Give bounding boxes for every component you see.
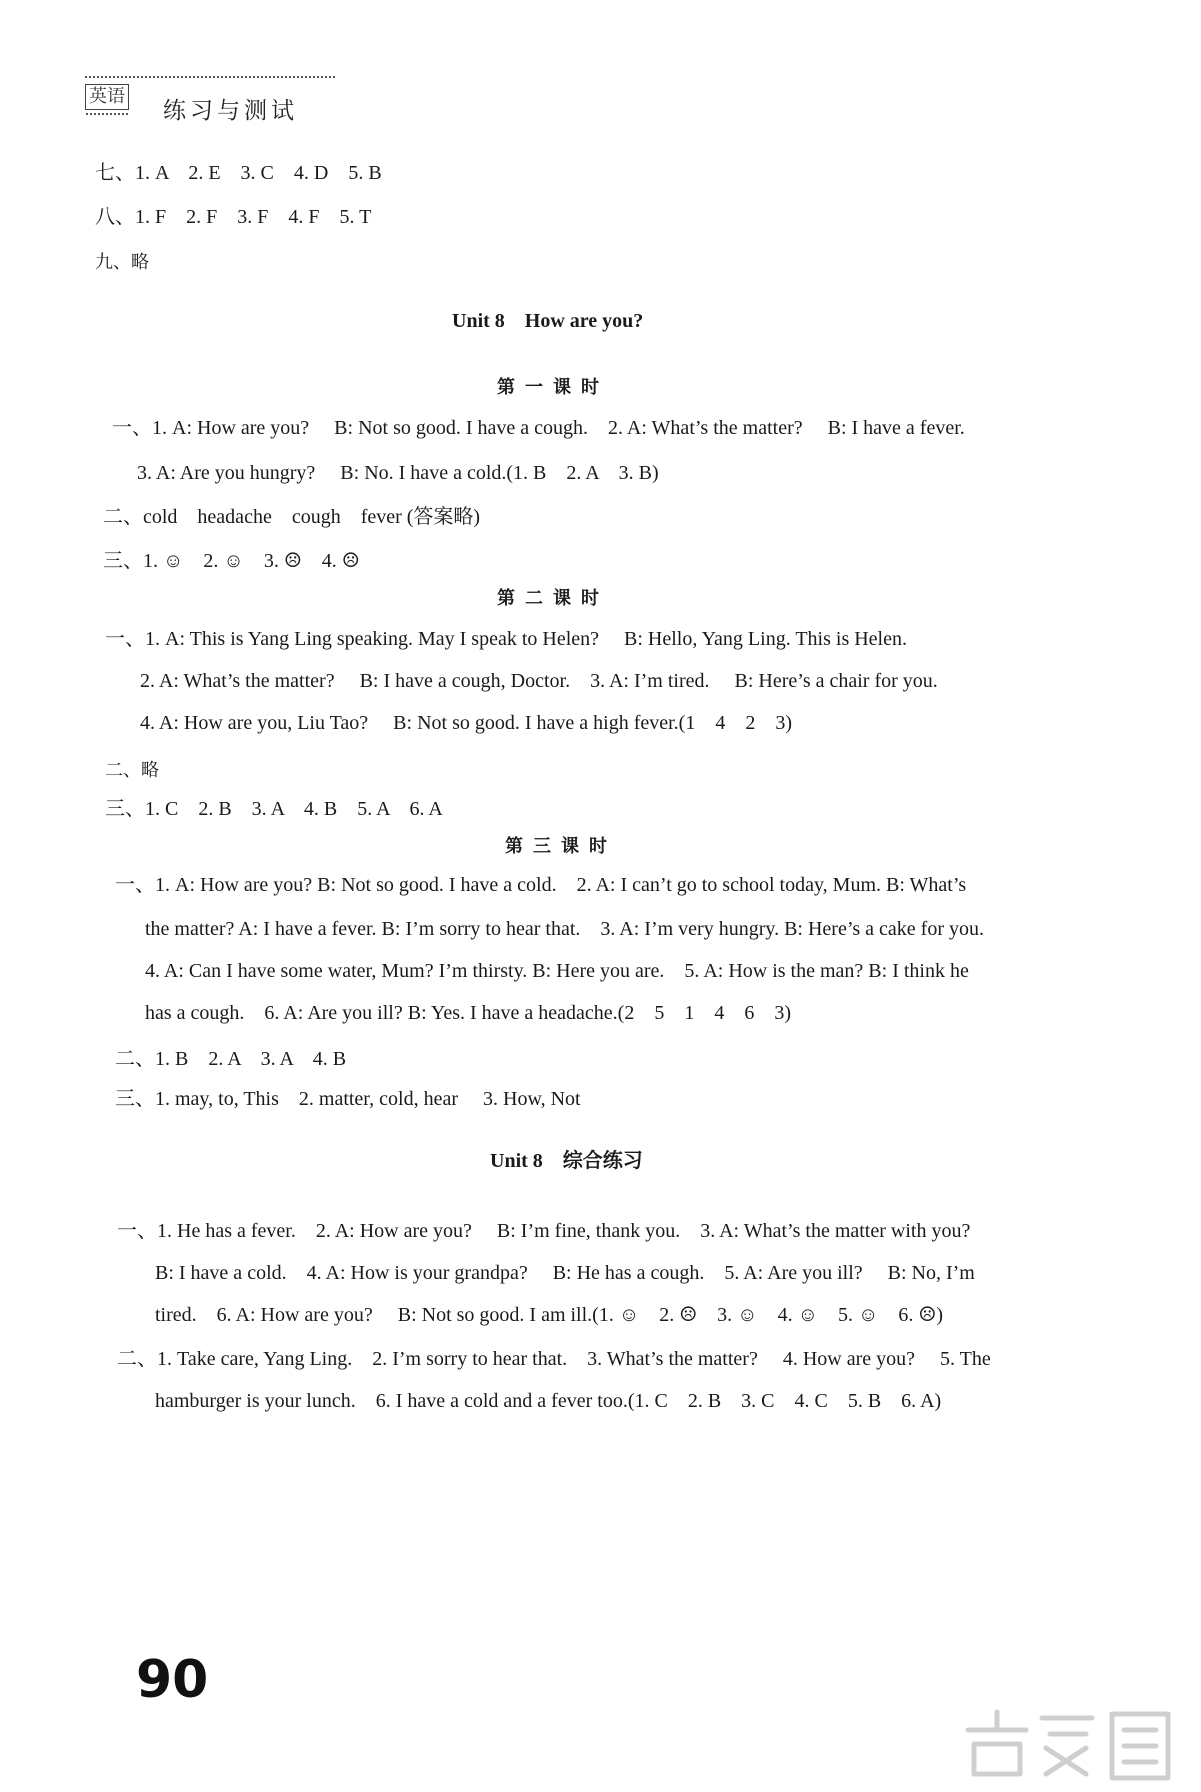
lesson3-line-1: 一、1. A: How are you? B: Not so good. I have a cold. 2. A: I can’t go to school today, Mum. B: What’s xyxy=(115,874,967,896)
review-line-3: tired. 6. A: How are you? B: Not so good. I am ill.(1. ☺ 2. ☹ 3. ☺ 4. ☺ 5. ☺ 6. ☹) xyxy=(155,1304,944,1326)
lesson-2-title: 第二课时 xyxy=(497,588,609,609)
subject-label xyxy=(85,84,129,110)
lesson-1-title: 第一课时 xyxy=(497,377,609,398)
unit-review-title: Unit 8 综合练习 xyxy=(490,1150,643,1172)
lesson3-line-5: 二、1. B 2. A 3. A 4. B xyxy=(115,1048,347,1070)
answer-line-8: 八、1. F 2. F 3. F 4. F 5. T xyxy=(95,206,372,228)
lesson2-line-4: 二、略 xyxy=(105,760,159,781)
subject-text: 英语 xyxy=(89,86,125,107)
page-number: 90 xyxy=(136,1650,209,1710)
review-line-1: 一、1. He has a fever. 2. A: How are you? B: I’m fine, thank you. 3. A: What’s the matter with you? xyxy=(117,1220,971,1242)
lesson2-line-1: 一、1. A: This is Yang Ling speaking. May I speak to Helen? B: Hello, Yang Ling. This is Helen. xyxy=(105,628,907,650)
review-line-4: 二、1. Take care, Yang Ling. 2. I’m sorry to hear that. 3. What’s the matter? 4. How are you? 5. The xyxy=(117,1348,991,1370)
lesson1-line-3: 二、cold headache cough fever (答案略) xyxy=(103,506,481,528)
review-line-2: B: I have a cold. 4. A: How is your grandpa? B: He has a cough. 5. A: Are you ill? B: No, I’m xyxy=(155,1262,975,1284)
lesson1-line-1: 一、1. A: How are you? B: Not so good. I have a cough. 2. A: What’s the matter? B: I have a fever. xyxy=(112,417,965,439)
header-dotted-rule xyxy=(85,76,335,78)
lesson2-line-2: 2. A: What’s the matter? B: I have a cough, Doctor. 3. A: I’m tired. B: Here’s a chair for you. xyxy=(140,670,938,692)
lesson3-line-3: 4. A: Can I have some water, Mum? I’m thirsty. B: Here you are. 5. A: How is the man? B: I think he xyxy=(145,960,969,982)
answer-line-7: 七、1. A 2. E 3. C 4. D 5. B xyxy=(95,162,382,184)
page-header xyxy=(85,76,335,132)
book-title: 练习与测试 xyxy=(163,98,298,124)
lesson1-line-2: 3. A: Are you hungry? B: No. I have a cold.(1. B 2. A 3. B) xyxy=(137,462,659,484)
answer-line-9: 九、略 xyxy=(95,252,149,273)
watermark-logo xyxy=(960,1700,1190,1784)
lesson-3-title: 第三课时 xyxy=(505,836,617,857)
subject-underline xyxy=(86,113,128,115)
unit-title: Unit 8 How are you? xyxy=(452,310,644,332)
lesson2-line-3: 4. A: How are you, Liu Tao? B: Not so good. I have a high fever.(1 4 2 3) xyxy=(140,712,793,734)
lesson2-line-5: 三、1. C 2. B 3. A 4. B 5. A 6. A xyxy=(105,798,443,820)
lesson3-line-4: has a cough. 6. A: Are you ill? B: Yes. I have a headache.(2 5 1 4 6 3) xyxy=(145,1002,791,1024)
lesson3-line-6: 三、1. may, to, This 2. matter, cold, hear 3. How, Not xyxy=(115,1088,581,1110)
lesson3-line-2: the matter? A: I have a fever. B: I’m sorry to hear that. 3. A: I’m very hungry. B: Here’s a cake for you. xyxy=(145,918,984,940)
review-line-5: hamburger is your lunch. 6. I have a cold and a fever too.(1. C 2. B 3. C 4. C 5. B 6. A) xyxy=(155,1390,942,1412)
lesson1-line-4: 三、1. ☺ 2. ☺ 3. ☹ 4. ☹ xyxy=(103,550,360,572)
